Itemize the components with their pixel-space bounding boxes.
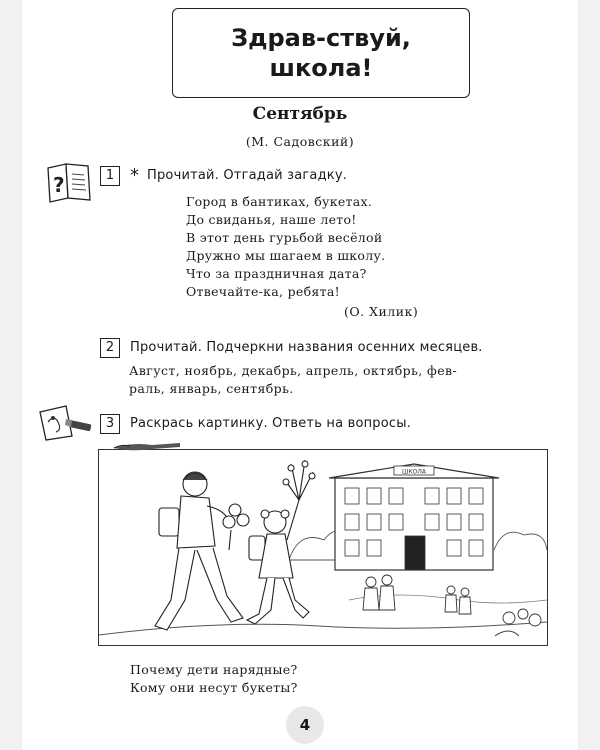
- months-line-2: раль, январь, сентябрь.: [129, 381, 294, 396]
- paintbrush-icon: [36, 402, 96, 442]
- riddle-line: В этот день гурьбой весёлой: [186, 230, 383, 245]
- poem-author: (М. Садовский): [245, 134, 355, 149]
- task-3-instruction: Раскрась картинку. Ответь на вопросы.: [130, 416, 412, 431]
- riddle-author: (О. Хилик): [344, 304, 419, 319]
- task-2-instruction: Прочитай. Подчеркни названия осенних месяцев.: [130, 340, 483, 355]
- riddle-text: [186, 193, 385, 301]
- questions-list: [130, 661, 298, 697]
- question-item: Почему дети нарядные?: [130, 662, 298, 677]
- page-title-line-1: Здрав-ствуй,: [231, 24, 411, 52]
- riddle-line: Что за праздничная дата?: [186, 266, 367, 281]
- months-line-1: Август, ноябрь, декабрь, апрель, октябрь, фев-: [129, 363, 458, 378]
- svg-text:?: ?: [53, 173, 65, 197]
- page-title-line-2: школа!: [269, 54, 373, 82]
- riddle-line: Дружно мы шагаем в школу.: [186, 248, 386, 263]
- months-list: [129, 362, 549, 398]
- task-1-number: 1: [100, 166, 120, 186]
- paintbrush-decoration-icon: [112, 438, 182, 454]
- boy-figure: [155, 472, 249, 630]
- coloring-picture: [98, 449, 548, 646]
- question-item: Кому они несут букеты?: [130, 680, 298, 695]
- page-number: 4: [286, 706, 324, 744]
- task-1-instruction: Прочитай. Отгадай загадку.: [147, 168, 348, 183]
- reading-question-icon: [44, 160, 96, 204]
- riddle-line: Отвечайте-ка, ребята!: [186, 284, 340, 299]
- school-building: [329, 464, 499, 570]
- school-day-illustration: [99, 450, 547, 645]
- difficulty-star-icon: *: [130, 165, 139, 186]
- page-title-box: [172, 8, 470, 98]
- riddle-line: Город в бантиках, букетах.: [186, 194, 373, 209]
- poem-title: Сентябрь: [252, 104, 348, 124]
- school-sign: ШКОЛА: [401, 468, 427, 476]
- task-3-number: 3: [100, 414, 120, 434]
- task-2-number: 2: [100, 338, 120, 358]
- riddle-line: До свиданья, наше лето!: [186, 212, 357, 227]
